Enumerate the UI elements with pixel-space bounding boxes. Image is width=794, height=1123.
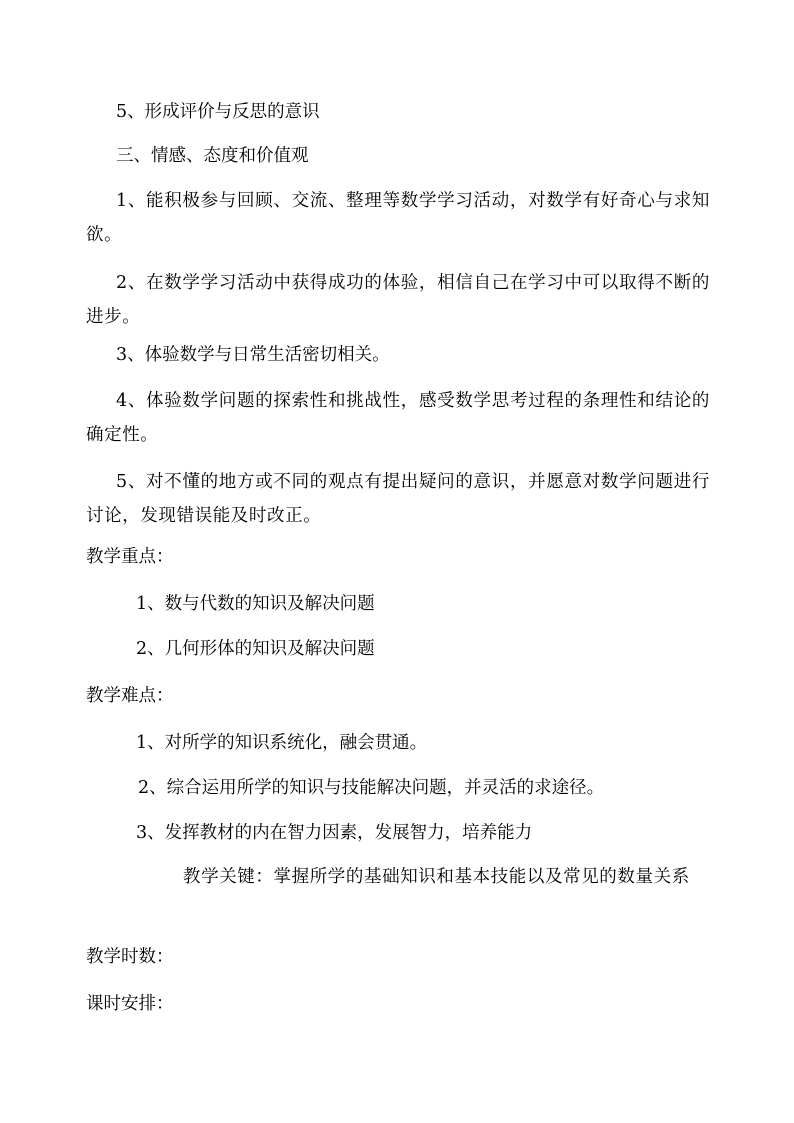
label-teaching-hours: 教学时数： xyxy=(86,947,174,967)
difficulty-item-apply-skills: 2、综合运用所学的知识与技能解决问题，并灵活的求途径。 xyxy=(138,778,605,798)
focus-item-numbers-algebra: 1、数与代数的知识及解决问题 xyxy=(136,594,375,614)
item-forming-evaluation: 5、形成评价与反思的意识 xyxy=(116,102,320,122)
heading-teaching-difficulty: 教学难点： xyxy=(86,686,174,706)
item-raise-questions: 5、对不懂的地方或不同的观点有提出疑问的意识，并愿意对数学问题进行讨论，发现错误能及时改正。 xyxy=(86,472,710,526)
item-math-daily-life: 3、体验数学与日常生活密切相关。 xyxy=(116,345,390,365)
focus-item-geometry: 2、几何形体的知识及解决问题 xyxy=(136,639,375,659)
difficulty-item-develop-intelligence: 3、发挥教材的内在智力因素，发展智力，培养能力 xyxy=(136,823,533,843)
difficulty-item-systematize: 1、对所学的知识系统化，融会贯通。 xyxy=(136,733,428,753)
heading-teaching-focus: 教学重点： xyxy=(86,547,174,567)
teaching-key-paragraph: 教学关键：掌握所学的基础知识和基本技能以及常见的数量关系 xyxy=(183,867,690,887)
item-success-experience: 2、在数学学习活动中获得成功的体验，相信自己在学习中可以取得不断的进步。 xyxy=(86,273,710,327)
label-lesson-schedule: 课时安排： xyxy=(86,994,174,1014)
section-heading-emotion-attitude: 三、情感、态度和价值观 xyxy=(116,146,309,166)
item-exploration-challenge: 4、体验数学问题的探索性和挑战性，感受数学思考过程的条理性和结论的确定性。 xyxy=(86,391,710,445)
item-participate-activities: 1、能积极参与回顾、交流、整理等数学学习活动，对数学有好奇心与求知欲。 xyxy=(86,191,710,245)
